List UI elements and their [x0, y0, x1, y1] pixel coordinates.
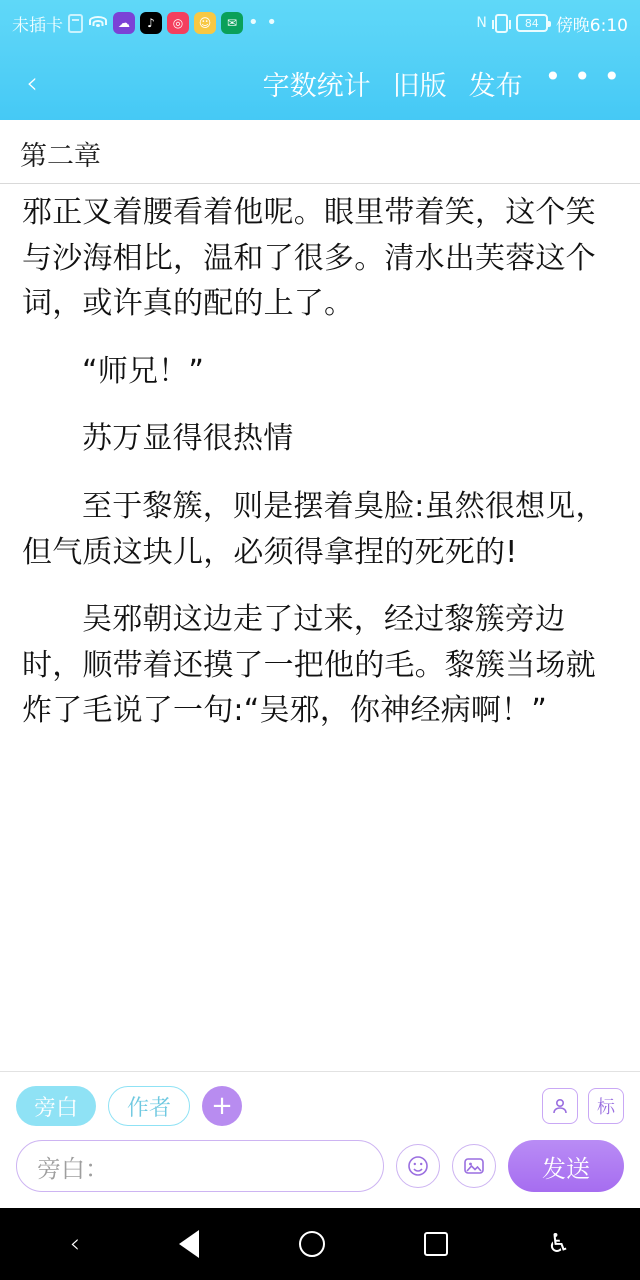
back-triangle-icon[interactable]: [179, 1230, 199, 1258]
accessibility-icon[interactable]: ♿: [547, 1229, 571, 1259]
system-nav-bar: [0, 1208, 640, 1280]
label-icon[interactable]: 标: [588, 1088, 624, 1124]
editor-bar: [0, 1071, 640, 1208]
nfc-icon: N: [476, 15, 487, 31]
overflow-dots-icon: • •: [248, 12, 278, 33]
paragraph: 苏万显得很热情: [82, 421, 294, 457]
title-actions: [262, 60, 622, 103]
tiktok-icon: ♪: [140, 12, 162, 34]
editor-input-row: [16, 1140, 624, 1192]
status-bar-left: [12, 11, 278, 36]
status-bar-right: [476, 11, 628, 36]
emoji-icon[interactable]: [396, 1144, 440, 1188]
clock-label: 傍晚6:10: [555, 15, 628, 36]
more-options-icon[interactable]: • • •: [544, 60, 622, 93]
status-bar: [0, 0, 640, 46]
emoji-glyph: [406, 1154, 430, 1178]
prev-icon[interactable]: ‹: [69, 1229, 81, 1259]
chip-narration[interactable]: 旁白: [16, 1086, 96, 1126]
back-button[interactable]: ‹: [26, 65, 38, 101]
editor-right-buttons: [542, 1088, 624, 1124]
role-glyph: [550, 1096, 570, 1116]
add-role-button[interactable]: +: [202, 1086, 242, 1126]
image-glyph: [462, 1154, 486, 1178]
vibrate-icon: [495, 14, 508, 33]
image-icon[interactable]: [452, 1144, 496, 1188]
battery-icon: [516, 14, 548, 32]
app-yellow-icon: ☺: [194, 12, 216, 34]
chip-author[interactable]: 作者: [108, 1086, 190, 1126]
publish-button[interactable]: 发布: [468, 70, 523, 102]
paragraph: 吴邪朝这边走了过来，经过黎簇旁边时，顺带着还摸了一把他的毛。黎簇当场就炸了毛说了一句:“吴邪，你神经病啊！”: [22, 602, 596, 729]
app-green-icon: ✉: [221, 12, 243, 34]
wifi-icon: [88, 15, 108, 31]
speaker-chip-row: [16, 1086, 624, 1126]
old-version-button[interactable]: 旧版: [392, 70, 447, 102]
paragraph: 至于黎簇，则是摆着臭脸:虽然很想见，但气质这块儿，必须得拿捏的死死的!: [22, 488, 606, 570]
recents-square-icon[interactable]: [424, 1232, 448, 1256]
app-red-icon: ◎: [167, 12, 189, 34]
role-icon[interactable]: [542, 1088, 578, 1124]
home-circle-icon[interactable]: [299, 1231, 325, 1257]
send-button[interactable]: 发送: [508, 1140, 624, 1192]
word-count-button[interactable]: 字数统计: [262, 70, 371, 102]
dialogue-input[interactable]: 旁白：: [16, 1140, 384, 1192]
battery-level: 84: [524, 16, 539, 30]
app-purple-icon: ☁: [113, 12, 135, 34]
chapter-content[interactable]: [0, 184, 640, 1071]
sim-card-icon: [68, 14, 83, 33]
chapter-title[interactable]: 第二章: [20, 141, 101, 172]
paragraph: 邪正叉着腰看着他呢。眼里带着笑，这个笑与沙海相比，温和了很多。清水出芙蓉这个词，或许真的配的上了。: [22, 195, 596, 322]
carrier-label: 未插卡: [12, 15, 63, 36]
paragraph: “师兄！”: [82, 353, 205, 389]
app-title-bar: [0, 46, 640, 120]
